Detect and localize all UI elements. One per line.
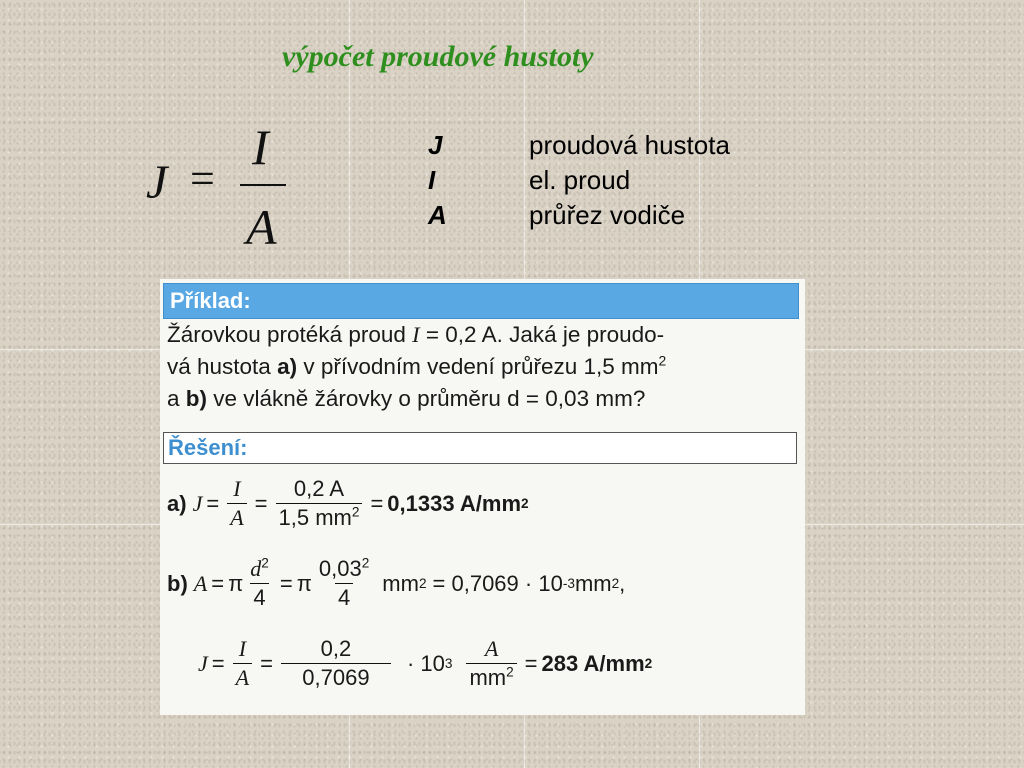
frac-num: 0,2 xyxy=(320,636,352,661)
problem-line xyxy=(167,351,797,383)
math-pi: π xyxy=(228,570,244,596)
example-header-label: Příklad: xyxy=(170,288,251,313)
math-var: A xyxy=(193,570,208,596)
frac-num: I xyxy=(238,636,247,661)
math-op: = xyxy=(524,650,538,676)
text-run: 2 xyxy=(658,352,667,369)
result-value: 283 A/mm xyxy=(541,650,645,676)
text-run: Žárovkou protéká proud xyxy=(167,322,413,347)
text-run: vá hustota xyxy=(167,354,278,379)
text-run: ve vláknĕ žárovky o průměru d = 0,03 mm? xyxy=(207,386,646,411)
legend-row xyxy=(428,200,808,235)
formula-lhs: J xyxy=(146,156,168,209)
result-value: 0,1333 A/mm xyxy=(387,490,522,516)
legend-row xyxy=(428,130,808,165)
text-run: a) xyxy=(277,354,298,379)
example-panel xyxy=(160,279,805,715)
unit: mm xyxy=(382,570,419,596)
legend-description: proudová hustota xyxy=(529,130,730,160)
fraction xyxy=(276,475,363,532)
slide-title: výpočet proudové hustoty xyxy=(282,40,594,73)
fraction xyxy=(281,635,391,692)
frac-den: A xyxy=(233,663,252,692)
legend-description: el. proud xyxy=(529,165,631,195)
frac-den xyxy=(466,663,516,692)
frac-den: A xyxy=(227,503,246,532)
legend-symbol: I xyxy=(428,165,436,195)
frac-den xyxy=(276,503,363,532)
frac-den: 4 xyxy=(335,583,353,612)
fraction xyxy=(466,635,516,692)
result-value: = 0,7069 · 10 xyxy=(432,570,563,596)
frac-num: I xyxy=(233,476,241,501)
solution-header-label: Řešení: xyxy=(168,435,248,460)
frac-num: 0,2 A xyxy=(293,476,345,501)
math-op: = xyxy=(260,650,273,676)
text-run: , xyxy=(619,570,626,596)
legend-description: průřez vodiče xyxy=(529,200,686,230)
problem-line xyxy=(167,383,797,415)
fraction xyxy=(316,555,372,612)
legend-symbol: A xyxy=(428,200,447,230)
frac-num xyxy=(316,555,372,583)
part-label: b) xyxy=(167,570,188,596)
text-run: d xyxy=(250,556,262,581)
frac-den: 4 xyxy=(250,583,268,612)
text-run: = 0,2 A. Jaká je proudo- xyxy=(419,322,665,347)
problem-line xyxy=(167,319,797,351)
math-pi: π xyxy=(296,570,312,596)
fraction xyxy=(247,555,272,612)
math-var: J xyxy=(198,650,208,676)
part-label: a) xyxy=(167,490,187,516)
math-op: = xyxy=(206,490,220,516)
fraction xyxy=(233,635,252,692)
frac-num: A xyxy=(484,636,499,661)
example-problem-text xyxy=(167,319,797,415)
text-run: a xyxy=(167,386,186,411)
text-run: 2 xyxy=(351,504,360,520)
multiplier: · 10 xyxy=(406,650,445,676)
text-run: 2 xyxy=(506,664,514,680)
fraction-bar xyxy=(240,184,286,186)
solution-c: J = $\frac{I}{A}$ = $\frac{0,2}{0,7069}$ · 10 3 $\frac{A}{mm^2}$ = 283 A/mm 2 xyxy=(198,636,653,690)
text-run: 1,5 mm xyxy=(278,505,352,530)
symbol-legend xyxy=(428,130,808,235)
current-density-formula xyxy=(142,118,312,258)
math-op: = xyxy=(211,570,225,596)
solution-a: a) J = $\frac{I}{A}$ = $\frac{0,2 A}{1,5 mm^2}$ = 0,1333 A/mm 2 xyxy=(167,476,529,530)
frac-den: 0,7069 xyxy=(281,663,391,692)
math-op: = xyxy=(279,570,293,596)
formula-equals: = xyxy=(190,154,215,203)
math-op: = xyxy=(370,490,384,516)
math-var: J xyxy=(192,490,203,516)
solution-b: b) A = π $\frac{d^2}{4}$ = π $\frac{0,03^2}{4}$ mm 2 = 0,7069 · 10 -3 mm 2 , xyxy=(167,555,626,610)
legend-row xyxy=(428,165,808,200)
text-run: 0,03 xyxy=(318,556,362,581)
math-op: = xyxy=(211,650,225,676)
fraction xyxy=(227,475,246,532)
unit: mm xyxy=(574,570,612,596)
example-header xyxy=(163,283,799,319)
text-run: I xyxy=(412,322,420,347)
text-run: mm xyxy=(469,665,507,690)
text-run: 2 xyxy=(361,555,370,571)
text-run: 2 xyxy=(261,555,269,571)
frac-num xyxy=(247,555,272,583)
text-run: b) xyxy=(185,386,208,411)
formula-denominator: A xyxy=(246,199,277,255)
solution-header xyxy=(163,432,797,464)
formula-numerator: I xyxy=(252,119,269,175)
text-run: v přívodním vedení průřezu 1,5 mm xyxy=(297,354,659,379)
math-op: = xyxy=(254,490,268,516)
legend-symbol: J xyxy=(428,130,443,160)
